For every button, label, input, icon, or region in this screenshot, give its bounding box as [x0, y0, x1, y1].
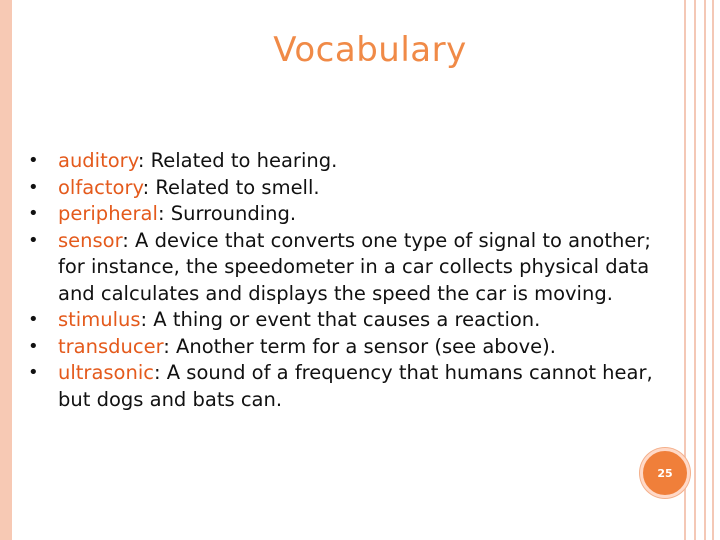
bullet-icon: •: [28, 203, 39, 224]
list-item: [20, 334, 680, 361]
page-number-badge: [640, 448, 690, 498]
definition: : A device that converts one type of signal to another; for instance, the speedometer in a car collects physical data and calculates and displays the speed the car is moving.: [58, 228, 651, 305]
term: auditory: [58, 149, 138, 172]
page-number: 25: [657, 466, 673, 480]
bullet-icon: •: [28, 150, 39, 171]
term: peripheral: [58, 202, 158, 225]
list-item: [20, 175, 680, 202]
bullet-icon: •: [28, 309, 39, 330]
slide-title: Vocabulary: [273, 30, 467, 70]
term: olfactory: [58, 175, 143, 199]
bullet-icon: •: [28, 335, 39, 357]
definition: : A thing or event that causes a reaction.: [140, 308, 541, 331]
definition: : Related to hearing.: [137, 149, 338, 172]
list-item: [20, 148, 680, 175]
list-item: [20, 360, 680, 413]
decorative-line: [694, 0, 696, 540]
bullet-icon: •: [28, 229, 39, 251]
vocabulary-list: [20, 148, 680, 413]
decorative-line: [712, 0, 714, 540]
definition: : Surrounding.: [157, 202, 297, 225]
left-accent-band: [0, 0, 12, 540]
bullet-icon: •: [28, 176, 39, 198]
bullet-icon: •: [28, 362, 39, 383]
list-item: [20, 307, 680, 334]
decorative-line: [704, 0, 706, 540]
list-item: [20, 201, 680, 228]
definition: : A sound of a frequency that humans cannot hear, but dogs and bats can.: [58, 361, 653, 411]
term: sensor: [58, 228, 123, 252]
list-item: [20, 228, 680, 308]
slide-content: [20, 0, 673, 540]
definition: : Related to smell.: [142, 175, 320, 199]
definition: : Another term for a sensor (see above).: [163, 334, 556, 358]
term: ultrasonic: [58, 361, 154, 384]
term: transducer: [58, 334, 164, 358]
term: stimulus: [58, 308, 141, 331]
